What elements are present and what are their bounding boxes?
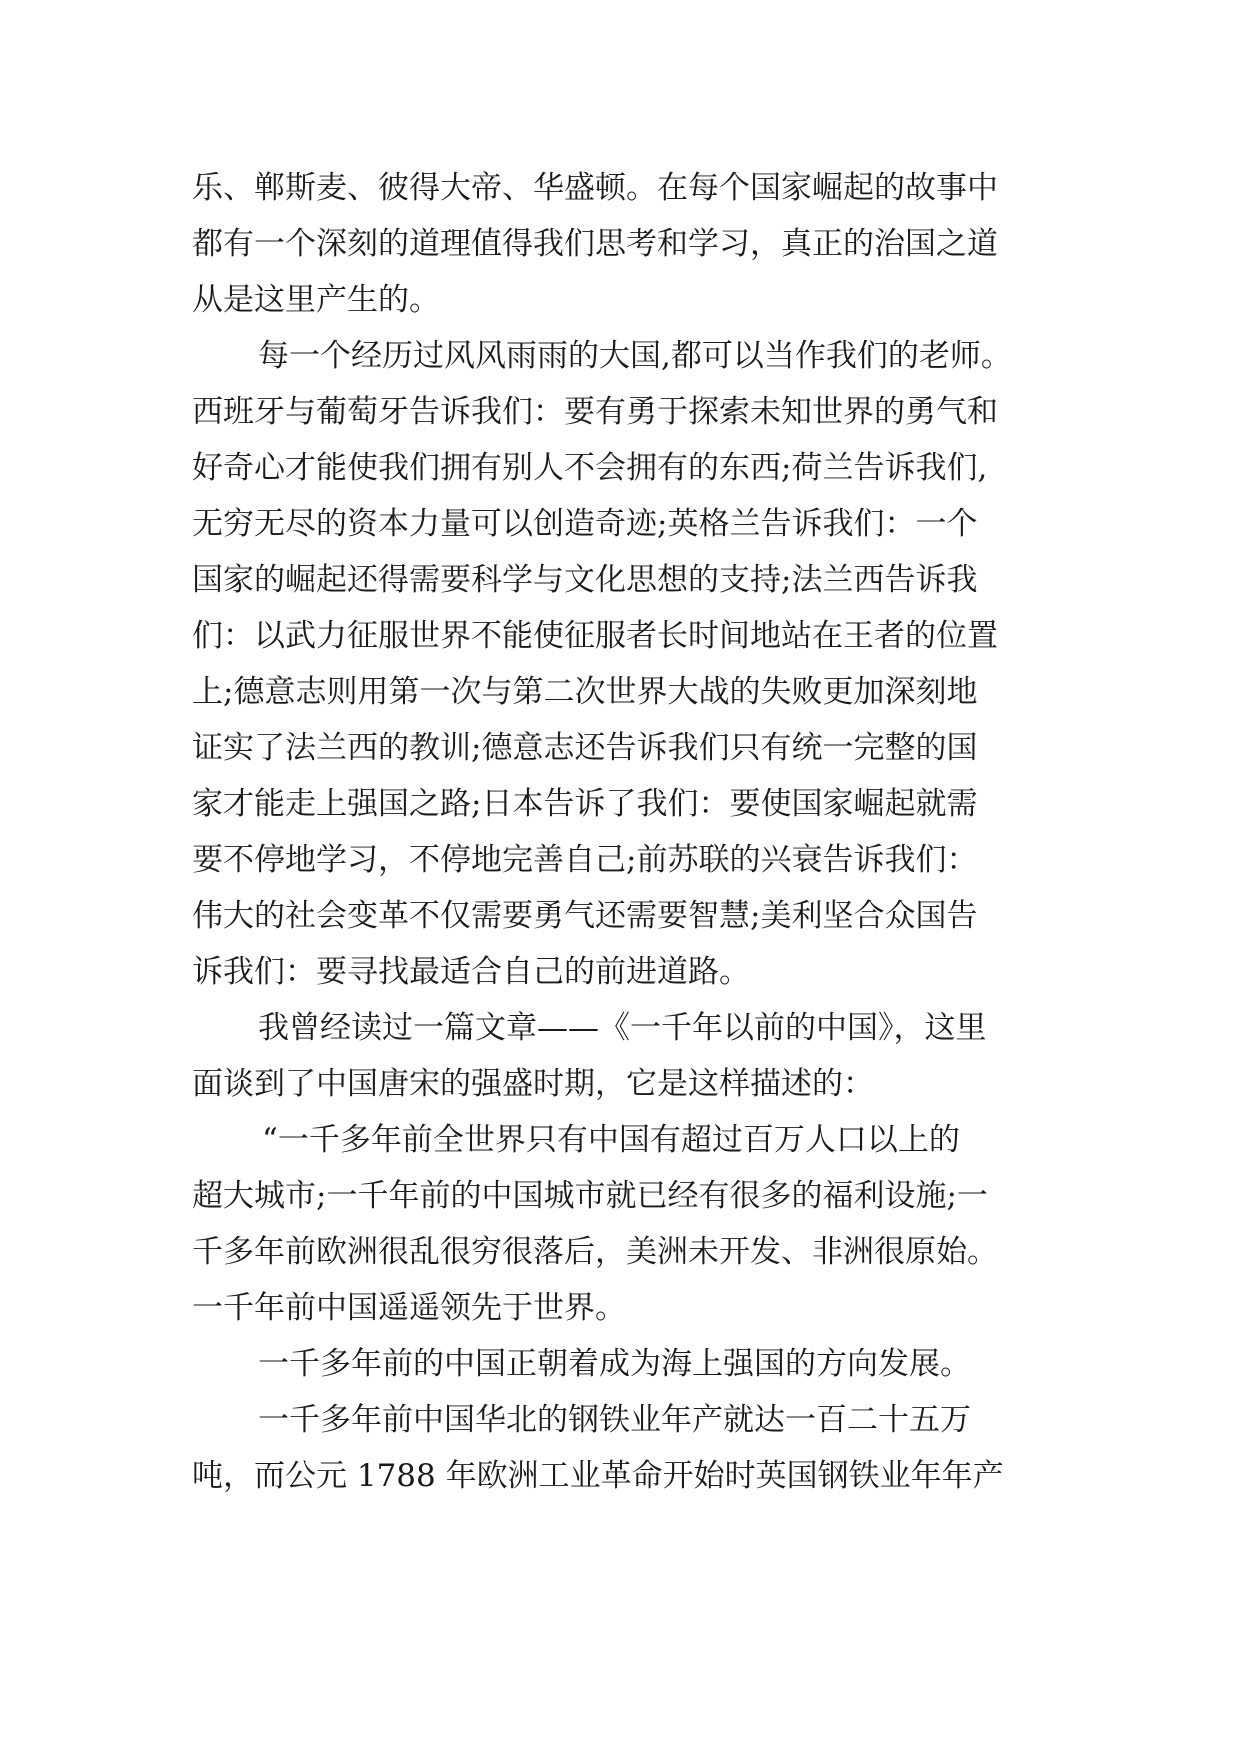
text-line: 家才能走上强国之路;日本告诉了我们：要使国家崛起就需: [192, 786, 978, 822]
text-line: 证实了法兰西的教训;德意志还告诉我们只有统一完整的国: [192, 730, 978, 766]
text-line: 一千年前中国遥遥领先于世界。: [192, 1290, 626, 1326]
text-line: 千多年前欧洲很乱很穷很落后，美洲未开发、非洲很原始。: [192, 1234, 998, 1270]
paragraph-start-line: 我曾经读过一篇文章——《一千年以前的中国》，这里: [258, 1010, 987, 1046]
text-line: 们：以武力征服世界不能使征服者长时间地站在王者的位置: [192, 618, 998, 654]
text-line: 从是这里产生的。: [192, 282, 440, 318]
text-line: 都有一个深刻的道理值得我们思考和学习，真正的治国之道: [192, 226, 998, 262]
text-line: 无穷无尽的资本力量可以创造奇迹;英格兰告诉我们：一个: [192, 506, 978, 542]
text-line: 上;德意志则用第一次与第二次世界大战的失败更加深刻地: [192, 674, 978, 710]
text-line: 伟大的社会变革不仅需要勇气还需要智慧;美利坚合众国告: [192, 898, 978, 934]
paragraph-start-line: 一千多年前中国华北的钢铁业年产就达一百二十五万: [258, 1402, 971, 1438]
text-line: 要不停地学习，不停地完善自己;前苏联的兴衰告诉我们：: [192, 842, 978, 878]
paragraph-start-line: 一千多年前的中国正朝着成为海上强国的方向发展。: [258, 1346, 971, 1382]
quote-start-line: “一千多年前全世界只有中国有超过百万人口以上的: [262, 1122, 960, 1158]
body-text: [192, 160, 1054, 1504]
text-line: 国家的崛起还得需要科学与文化思想的支持;法兰西告诉我: [192, 562, 978, 598]
text-line: 乐、郸斯麦、彼得大帝、华盛顿。在每个国家崛起的故事中: [192, 170, 998, 206]
paragraph-start-line: 每一个经历过风风雨雨的大国,都可以当作我们的老师。: [258, 338, 1012, 374]
text-line: 吨，而公元 1788 年欧洲工业革命开始时英国钢铁业年年产: [192, 1458, 1004, 1494]
text-line: 面谈到了中国唐宋的强盛时期，它是这样描述的：: [192, 1066, 874, 1102]
text-line: 诉我们：要寻找最适合自己的前进道路。: [192, 954, 750, 990]
text-line: 超大城市;一千年前的中国城市就已经有很多的福利设施;一: [192, 1178, 988, 1214]
text-line: 西班牙与葡萄牙告诉我们：要有勇于探索未知世界的勇气和: [192, 394, 998, 430]
text-line: 好奇心才能使我们拥有别人不会拥有的东西;荷兰告诉我们,: [192, 450, 988, 486]
